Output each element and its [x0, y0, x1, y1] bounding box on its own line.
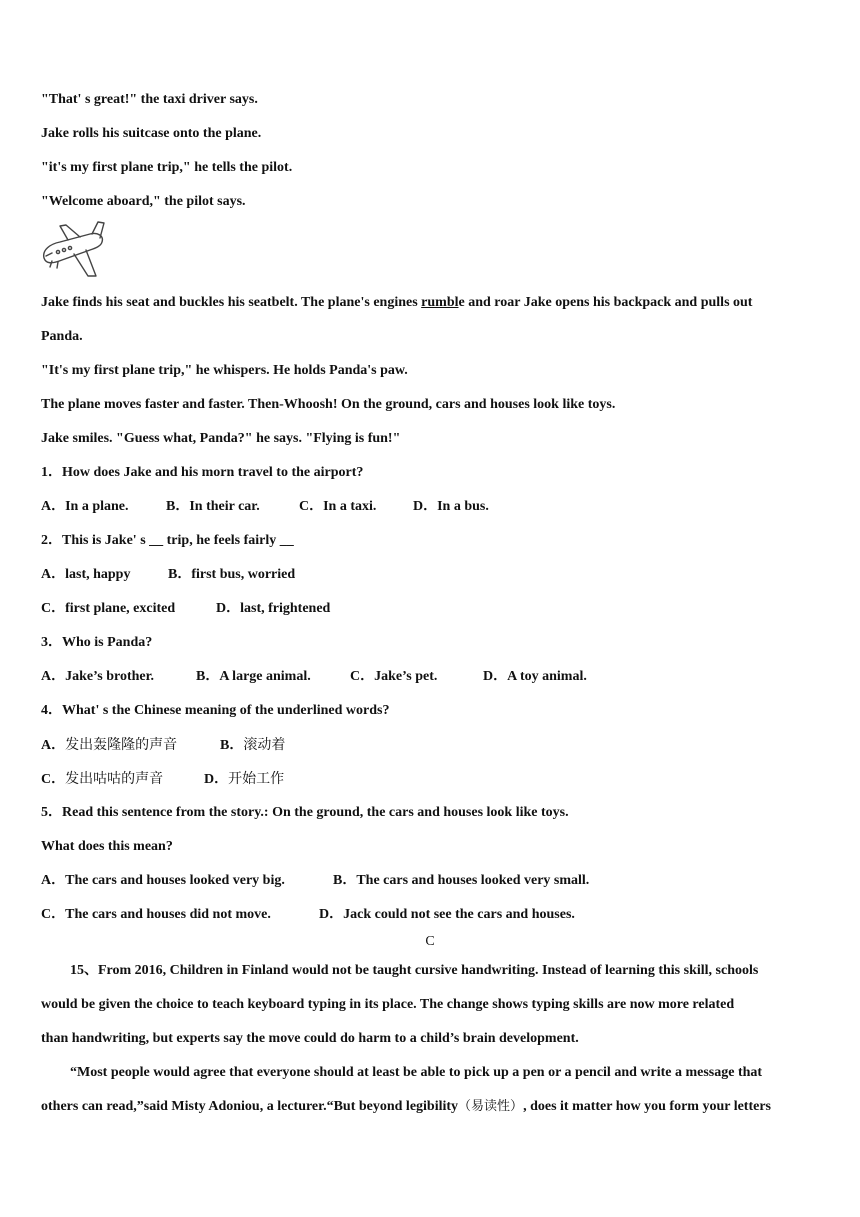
- passage-line: than handwriting, but experts say the move could do harm to a child’s brain development.: [41, 1031, 579, 1046]
- passage-text: , does it matter how you form your letters: [523, 1099, 771, 1114]
- question-2-options: [41, 600, 330, 618]
- option-c: C．发出咕咕的声音: [41, 771, 164, 787]
- option-b: B．first bus, worried: [168, 567, 296, 582]
- question-5-options: [41, 872, 589, 890]
- story-line: Jake smiles. "Guess what, Panda?" he says. "Flying is fun!": [41, 431, 401, 446]
- option-a: A．发出轰隆隆的声音: [41, 737, 178, 753]
- option-d: D．开始工作: [204, 771, 285, 787]
- question-1-options: [41, 498, 489, 516]
- story-line: [41, 294, 752, 312]
- story-line: The plane moves faster and faster. Then-Whoosh! On the ground, cars and houses look like toys.: [41, 397, 616, 412]
- question-5-options: [41, 906, 575, 924]
- passage-line: 15、From 2016, Children in Finland would not be taught cursive handwriting. Instead of learning this skill, schools: [70, 963, 759, 978]
- story-line: "That' s great!" the taxi driver says.: [41, 92, 258, 107]
- option-d: D．A toy animal.: [483, 669, 587, 684]
- question-2: 2．This is Jake' s __ trip, he feels fairly __: [41, 533, 294, 548]
- option-b: B．The cars and houses looked very small.: [333, 873, 590, 888]
- option-b: B．In their car.: [166, 499, 260, 514]
- option-c: C．In a taxi.: [299, 499, 377, 514]
- option-c: C．first plane, excited: [41, 601, 176, 616]
- passage-line: “Most people would agree that everyone should at least be able to pick up a pen or a pencil and write a message that: [70, 1065, 763, 1080]
- question-3: 3．Who is Panda?: [41, 635, 153, 650]
- option-d: D．last, frightened: [216, 601, 331, 616]
- underlined-word: rumbl: [421, 295, 459, 310]
- passage-gloss: （易读性）: [458, 1099, 524, 1114]
- story-text: Jake finds his seat and buckles his seatbelt. The plane's engines: [41, 295, 422, 310]
- option-a: A．Jake’s brother.: [41, 669, 155, 684]
- question-5-sub: What does this mean?: [41, 839, 173, 854]
- story-line: "It's my first plane trip," he whispers. He holds Panda's paw.: [41, 363, 408, 378]
- question-1: 1．How does Jake and his morn travel to the airport?: [41, 465, 364, 480]
- story-line: Panda.: [41, 329, 83, 344]
- section-letter: C: [425, 934, 435, 949]
- option-d: D．Jack could not see the cars and houses.: [319, 907, 575, 922]
- question-4-options: [41, 736, 285, 755]
- option-b: B．滚动着: [220, 737, 286, 753]
- story-line: Jake rolls his suitcase onto the plane.: [41, 126, 262, 141]
- passage-text: others can read,”said Misty Adoniou, a lecturer.“But beyond legibility: [41, 1099, 459, 1114]
- story-text: e and roar Jake opens his backpack and pulls out: [458, 295, 753, 310]
- story-line: "Welcome aboard," the pilot says.: [41, 194, 246, 209]
- passage-line: would be given the choice to teach keyboard typing in its place. The change shows typing skills are now more related: [41, 997, 735, 1012]
- question-5: 5．Read this sentence from the story.: On the ground, the cars and houses look like toys.: [41, 805, 569, 820]
- option-d: D．In a bus.: [413, 499, 489, 514]
- option-a: A．last, happy: [41, 567, 131, 582]
- airplane-icon: [38, 220, 108, 282]
- story-line: "it's my first plane trip," he tells the pilot.: [41, 160, 293, 175]
- passage-line: [41, 1098, 771, 1116]
- question-3-options: [41, 668, 587, 686]
- option-c: C．The cars and houses did not move.: [41, 907, 271, 922]
- option-c: C．Jake’s pet.: [350, 669, 438, 684]
- question-4-options: [41, 770, 284, 789]
- option-a: A．In a plane.: [41, 499, 129, 514]
- option-a: A．The cars and houses looked very big.: [41, 873, 285, 888]
- option-b: B．A large animal.: [196, 669, 311, 684]
- question-4: 4．What' s the Chinese meaning of the underlined words?: [41, 703, 390, 718]
- question-2-options: [41, 566, 295, 584]
